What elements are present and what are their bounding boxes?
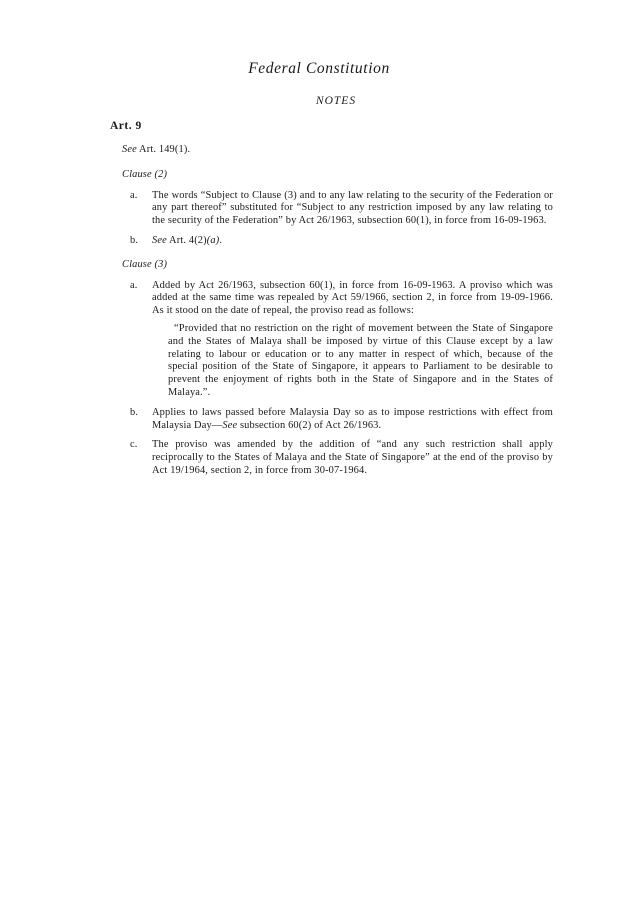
see-note-text: Art. 149(1). <box>136 144 191 155</box>
item-text: Added by Act 26/1963, subsection 60(1), in force from 16-09-1963. A proviso which was added at the same time was repealed by Act 59/1966, section 2, in force from 19-09-1966. As it stood on the date of repeal, the proviso read as follows: <box>152 279 553 317</box>
item-text: The words “Subject to Clause (3) and to any law relating to the security of the Federation or any part thereof” substituted for “Subject to any restriction imposed by any law relating to the security of the Federation” by Act 26/1963, subsection 60(1), in force from 16-09-1963. <box>152 189 553 227</box>
clause-3-heading: Clause (3) <box>122 258 168 270</box>
notes-content <box>122 144 553 489</box>
article-label: Art. 9 <box>110 120 142 132</box>
clause-2-heading: Clause (2) <box>122 168 168 180</box>
running-title: Federal Constitution <box>248 60 390 77</box>
see-note <box>122 144 553 157</box>
list-item <box>122 190 553 228</box>
item-label: a. <box>130 279 138 291</box>
item-text: Art. 4(2) <box>166 234 207 246</box>
see-word: See <box>222 419 238 431</box>
item-end: . <box>219 234 223 246</box>
list-item <box>122 235 553 248</box>
list-item <box>122 407 553 433</box>
notes-heading: NOTES <box>315 95 357 107</box>
item-label: c. <box>130 439 138 451</box>
item-suffix: (a) <box>206 234 220 246</box>
repealed-proviso-quote: “Provided that no restriction on the right of movement between the State of Singapore and the States of Malaya shall be imposed by virtue of this Clause except by a law relating to labour or education or to any matter in respect of which, because of the special position of the State of Singapore, it appears to Parliament to be desirable to prevent the enjoyment of rights both in the State of Singapore and in the States of Malaya.”. <box>168 322 553 398</box>
clause-2-list <box>122 190 553 248</box>
item-label: a. <box>130 189 138 201</box>
see-word: See <box>122 144 137 155</box>
clause-3-list <box>122 280 553 478</box>
list-item <box>122 280 553 400</box>
list-item <box>122 439 553 477</box>
item-label: b. <box>130 234 139 246</box>
see-word: See <box>152 234 167 246</box>
item-text: Applies to laws passed before Malaysia Day so as to impose restrictions with effect from Malaysia Day— <box>152 406 553 431</box>
item-text-continued: subsection 60(2) of Act 26/1963. <box>237 419 382 431</box>
item-label: b. <box>130 406 139 418</box>
item-text: The proviso was amended by the addition of “and any such restriction shall apply reciprocally to the States of Malaya and the State of Singapore” at the end of the proviso by Act 19/1964, section 2, in force from 30-07-1964. <box>152 439 553 476</box>
